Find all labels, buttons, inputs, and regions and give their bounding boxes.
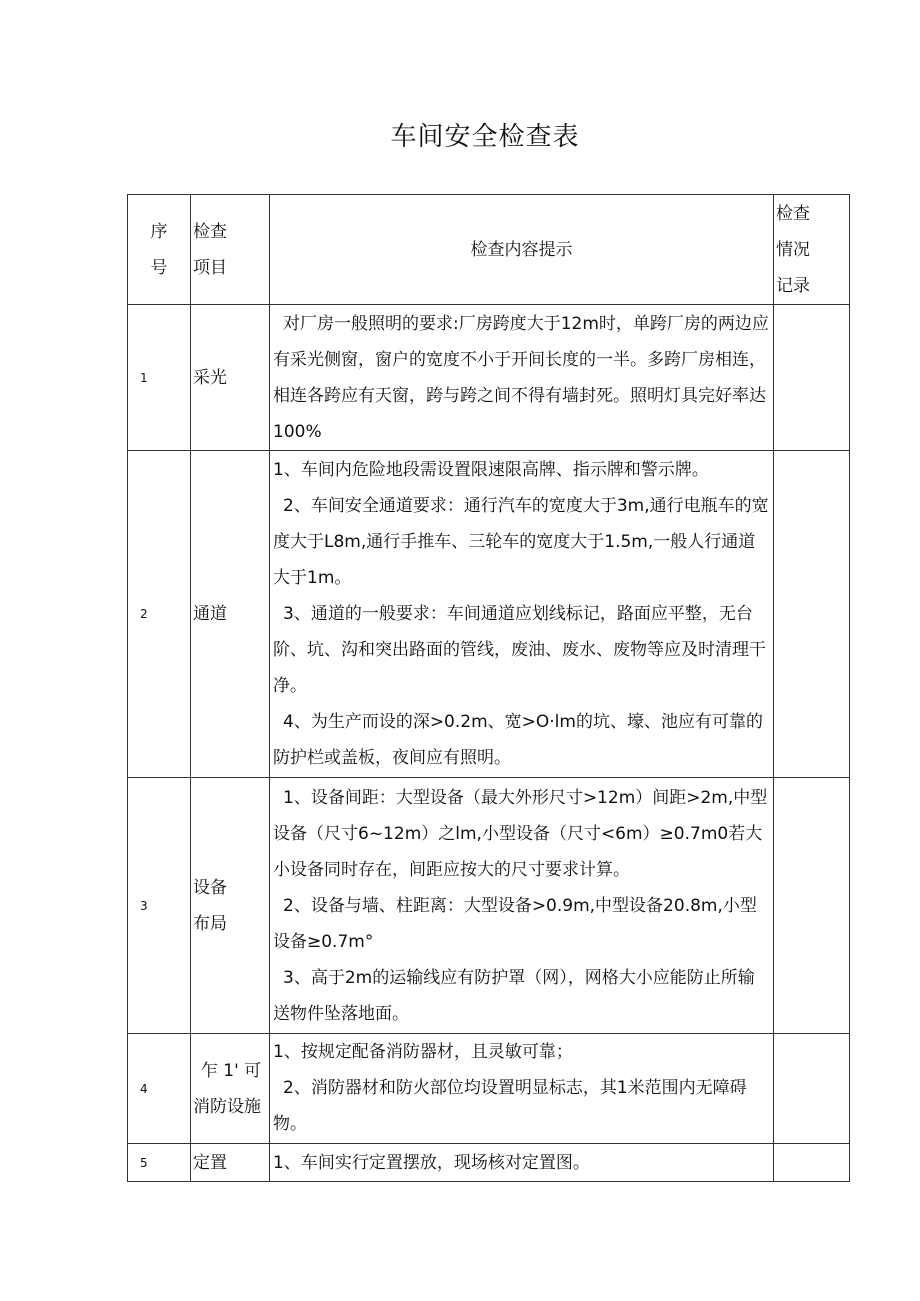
record-cell	[774, 305, 850, 451]
header-item	[191, 195, 270, 305]
record-cell	[774, 1034, 850, 1144]
row-item: 定置	[191, 1144, 270, 1182]
row-item: 采光	[191, 305, 270, 451]
row-number: 3	[128, 778, 191, 1034]
row-number: 2	[128, 451, 191, 778]
header-record-line: 情况	[776, 239, 810, 260]
header-record	[774, 195, 850, 305]
table-row	[128, 1034, 850, 1144]
row-number: 4	[128, 1034, 191, 1144]
row-content	[270, 305, 774, 451]
table-row	[128, 1144, 850, 1182]
content-line: 2、消防器材和防火部位均设置明显标志，其1米范围内无障碍物。	[273, 1078, 747, 1134]
record-cell	[774, 1144, 850, 1182]
record-cell	[774, 778, 850, 1034]
table-row	[128, 451, 850, 778]
content-line: 1、车间内危险地段需设置限速限高牌、指示牌和警示牌。	[273, 460, 709, 480]
content-line: 1、按规定配备消防器材，且灵敏可靠；	[273, 1042, 573, 1062]
record-cell	[774, 451, 850, 778]
header-record-line: 记录	[776, 275, 810, 296]
header-record-line: 检查	[776, 203, 810, 224]
row-item-line: 消防设施	[193, 1096, 261, 1117]
row-item: 通道	[191, 451, 270, 778]
content-line: 3、通道的一般要求：车间通道应划线标记，路面应平整，无台阶、坑、沟和突出路面的管线，废油、废水、废物等应及时清理干净。	[273, 604, 766, 696]
header-item-line: 检查	[193, 221, 227, 242]
page-title: 车间安全检查表	[390, 122, 580, 152]
row-content	[270, 451, 774, 778]
row-item-line: 乍 1' 可	[200, 1060, 262, 1081]
header-seq-line: 序	[150, 221, 168, 242]
row-content	[270, 778, 774, 1034]
content-line: 2、车间安全通道要求：通行汽车的宽度大于3m,通行电瓶车的宽度大于L8m,通行手推车、三轮车的宽度大于1.5m,一般人行通道大于1m。	[273, 496, 769, 588]
header-item-line: 项目	[193, 257, 227, 278]
content-line: 1、车间实行定置摆放，现场核对定置图。	[273, 1152, 590, 1173]
row-content	[270, 1144, 774, 1182]
row-content	[270, 1034, 774, 1144]
row-number: 1	[128, 305, 191, 451]
header-content: 检查内容提示	[270, 195, 774, 305]
content-line: 2、设备与墙、柱距离：大型设备>0.9m,中型设备20.8m,小型设备≥0.7m°	[273, 895, 757, 952]
content-line: 3、高于2m的运输线应有防护罩（网），网格大小应能防止所输送物件坠落地面。	[273, 967, 755, 1024]
table-row	[128, 778, 850, 1034]
content-line: 对厂房一般照明的要求:厂房跨度大于12m时，单跨厂房的两边应有采光侧窗，窗户的宽度不小于开间长度的一半。多跨厂房相连，相连各跨应有天窗，跨与跨之间不得有墙封死。照明灯具完好率达100%	[273, 313, 769, 442]
row-item	[191, 778, 270, 1034]
content-line: 4、为生产而设的深>0.2m、宽>O·lm的坑、壕、池应有可靠的防护栏或盖板，夜间应有照明。	[273, 712, 763, 768]
inspection-table	[127, 194, 850, 1182]
header-seq	[128, 195, 191, 305]
row-item-line: 设备	[193, 877, 227, 898]
row-item-line: 布局	[193, 913, 227, 934]
content-line: 1、设备间距：大型设备（最大外形尺寸>12m）间距>2m,中型设备（尺寸6~12m）之lm,小型设备（尺寸<6m）≥0.7m0若大小设备同时存在，间距应按大的尺寸要求计算。	[273, 787, 768, 880]
row-number: 5	[128, 1144, 191, 1182]
header-seq-line: 号	[150, 257, 168, 278]
header-row	[128, 195, 850, 305]
table-row	[128, 305, 850, 451]
row-item	[191, 1034, 270, 1144]
